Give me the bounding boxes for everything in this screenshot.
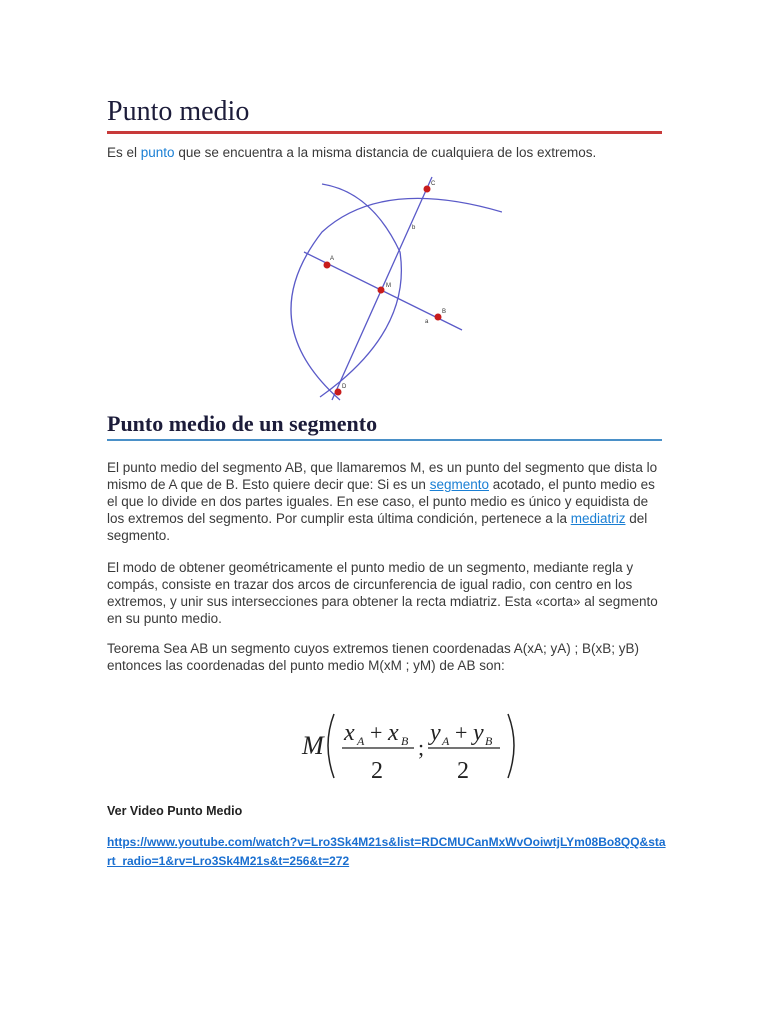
punto-link[interactable]: punto [140,145,175,160]
label-c: C [431,181,436,187]
formula-ya-sub: A [442,734,450,748]
midpoint-construction-figure [262,172,502,402]
paragraph-definition [107,459,665,544]
point-m [378,287,385,294]
label-seg-b: b [412,225,416,231]
intro-text-start: Es el [107,145,141,160]
formula-xb: x [388,720,399,746]
arc-left [291,198,502,400]
youtube-link[interactable]: https://www.youtube.com/watch?v=Lro3Sk4M21s&list=RDCMUCanMxWvOoiwtjLYm08Bo8QQ&start_radio=1&rv=Lro3Sk4M21s&t=256&t=272 [107,835,666,868]
label-d: D [342,384,347,390]
section-title: Punto medio de un segmento [107,411,378,436]
formula-plus-2: + [455,720,468,745]
point-c [424,186,431,193]
formula-sep: ; [418,735,425,760]
paragraph-construction: El modo de obtener geométricamente el punto medio de un segmento, mediante regla y compás, consiste en trazar dos arcos de circunferencia de igual radio, con centro en los extremos, y unir sus intersecciones para obtener la recta mdiatriz. Esta «corta» al segmento en su punto medio. [107,560,658,626]
formula-yb-sub: B [485,734,493,748]
formula-plus-1: + [370,720,383,745]
segmento-link[interactable]: segmento [429,477,489,492]
label-b: B [442,309,447,315]
title-rule [107,131,662,134]
section-rule [107,439,662,441]
formula-yb: y [473,720,484,746]
para1-middle: acotado, el punto medio es el que lo divide en dos partes iguales. En ese caso, el punto medio es único y equidista de los extremos del segmento. Por cumplir esta última condición, pertenece a la [107,477,655,526]
formula-m: M [302,731,324,760]
midpoint-formula [300,700,530,790]
formula-xa: x [344,720,355,746]
paragraph-theorem: Teorema Sea AB un segmento cuyos extremos tienen coordenadas A(xA; yA) ; B(xB; yB) entonces las coordenadas del punto medio M(xM ; yM) de AB son: [107,641,640,673]
para1-start: El punto medio del segmento AB, que llamaremos M, es un punto del segmento que dista lo mismo de A que de B. Esto quiere decir que: Si es un [107,460,658,492]
para1-end: del segmento. [107,511,648,543]
arc-right [320,184,401,397]
point-a [324,262,331,269]
formula-ya: y [430,720,441,746]
formula-den-2: 2 [457,758,469,784]
video-label: Ver Video Punto Medio [107,804,243,818]
label-seg-a: a [425,319,429,325]
formula-xb-sub: B [401,734,409,748]
formula-den-1: 2 [371,758,383,784]
page-title: Punto medio [107,96,250,127]
label-m: M [386,283,391,289]
formula-xa-sub: A [357,734,365,748]
intro-paragraph [107,144,667,162]
point-d [335,389,342,396]
point-b [435,314,442,321]
intro-text-end: que se encuentra a la misma distancia de cualquiera de los extremos. [174,145,597,160]
mediatriz-link[interactable]: mediatriz [570,511,626,526]
label-a: A [330,256,335,262]
